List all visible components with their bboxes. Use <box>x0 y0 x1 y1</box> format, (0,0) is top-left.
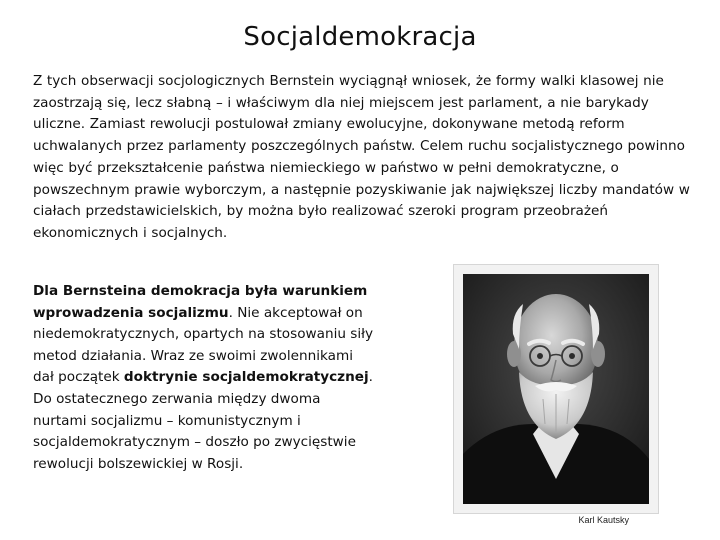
lower-text-2: . Do ostatecznego zerwania między dwoma nurtami socjalizmu – komunistycznym i socjaldemokratycznym – doszło po zwycięstwie rewolucji bolszewickiej w Rosji. <box>33 369 373 472</box>
bold-lead: Dla Bernsteina demokracja była warunkiem wprowadzenia socjalizmu <box>33 283 368 321</box>
intro-paragraph: Z tych obserwacji socjologicznych Bernstein wyciągnął wniosek, że formy walki klasowej nie zaostrzają się, lecz słabną – i właściwym dla niej miejscem jest parlament, a nie barykady uliczne. Zamiast rewolucji postulował zmiany ewolucyjne, dokonywane metodą reform uchwalanych przez parlamenty poszczególnych państw. Celem ruchu socjalistycznego powinno więc być przekształcenie państwa niemieckiego w państwo w pełni demokratyczne, o powszechnym prawie wyborczym, a następnie pozyskiwanie jak największej liczby mandatów w ciałach przedstawicielskich, by można było realizować szeroki program przeobrażeń ekonomicznych i socjalnych. <box>33 73 690 241</box>
portrait-caption: Karl Kautsky <box>578 515 629 525</box>
portrait-image <box>463 274 649 504</box>
slide-title: Socjaldemokracja <box>243 22 477 52</box>
lower-text-1: . Nie akceptował on niedemokratycznych, opartych na stosowaniu siły metod działania. Wraz ze swoimi zwolennikami dał początek <box>33 304 374 386</box>
bold-term: doktrynie socjaldemokratycznej <box>123 369 369 386</box>
portrait-photo <box>453 264 659 514</box>
lower-paragraph <box>33 281 378 475</box>
